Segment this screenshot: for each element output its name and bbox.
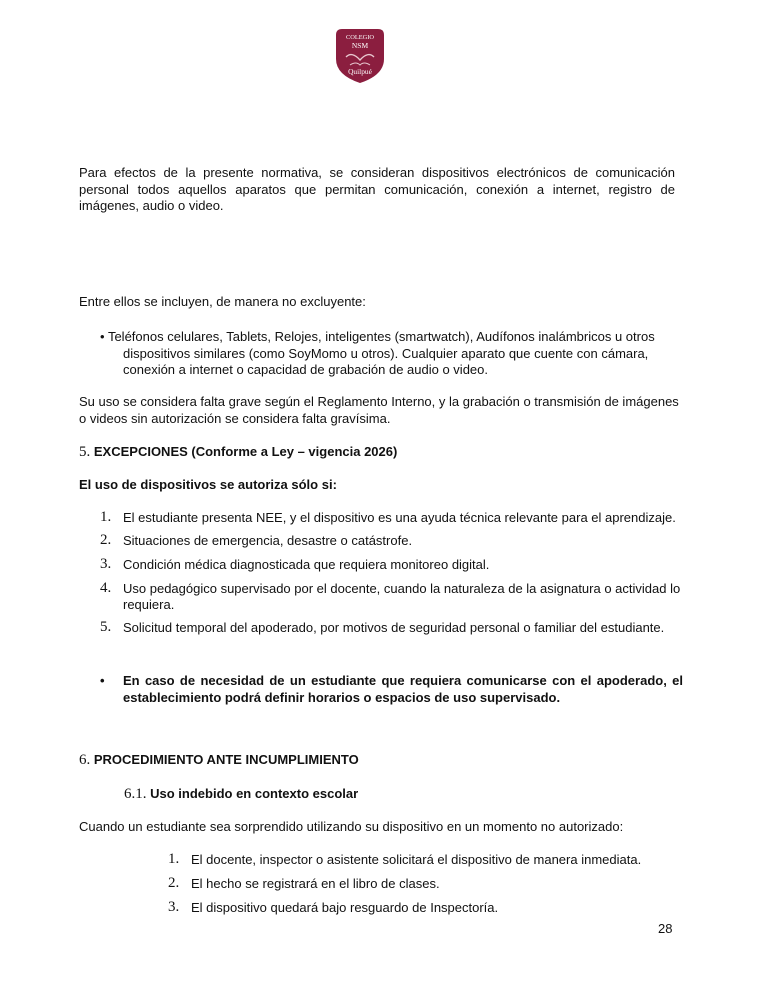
school-logo (332, 27, 388, 85)
list-text: El dispositivo quedará bajo resguardo de Inspectoría. (191, 900, 499, 915)
section5-title: EXCEPCIONES (Conforme a Ley – vigencia 2026) (93, 444, 398, 459)
list-number: 4. (100, 580, 112, 596)
supervised-use-text: En caso de necesidad de un estudiante que requiera comunicarse con el apoderado, el establecimiento podrá definir horarios o espacios de uso supervisado. (123, 673, 683, 705)
list-text: Solicitud temporal del apoderado, por motivos de seguridad personal o familiar del estudiante. (123, 620, 665, 635)
list-text: El estudiante presenta NEE, y el dispositivo es una ayuda técnica relevante para el aprendizaje. (123, 510, 676, 525)
list-item (100, 510, 700, 526)
list-number: 3. (100, 556, 112, 572)
list-number: 1. (100, 509, 112, 525)
section5-heading (79, 444, 397, 461)
page-number: 28 (658, 921, 673, 936)
includes-intro: Entre ellos se incluyen, de manera no excluyente: (79, 294, 366, 309)
list-text: El docente, inspector o asistente solicitará el dispositivo de manera inmediata. (191, 852, 642, 867)
section6-title: PROCEDIMIENTO ANTE INCUMPLIMIENTO (93, 752, 359, 767)
section6-1-heading (124, 786, 358, 803)
section5-number: 5. (79, 444, 91, 460)
section6-1-number: 6.1. (124, 786, 147, 802)
logo-line2: NSM (351, 41, 369, 50)
list-number: 1. (168, 851, 180, 867)
section6-1-title: Uso indebido en contexto escolar (150, 786, 359, 801)
list-item (100, 533, 700, 549)
list-item (168, 876, 668, 892)
list-number: 5. (100, 619, 112, 635)
logo-line1: COLEGIO (345, 34, 375, 41)
bullet-symbol: • (100, 329, 105, 344)
includes-bullet-item (100, 329, 675, 379)
list-item (100, 620, 700, 636)
section6-number: 6. (79, 752, 91, 768)
list-number: 2. (100, 532, 112, 548)
list-text: Uso pedagógico supervisado por el docente, cuando la naturaleza de la asignatura o actividad lo requiera. (123, 581, 681, 612)
list-number: 2. (168, 875, 180, 891)
list-item (168, 900, 668, 916)
section5-subheading: El uso de dispositivos se autoriza sólo si: (79, 477, 337, 492)
bullet-symbol: • (100, 673, 105, 688)
list-text: Situaciones de emergencia, desastre o catástrofe. (123, 533, 413, 548)
grave-paragraph: Su uso se considera falta grave según el Reglamento Interno, y la grabación o transmisión de imágenes o videos sin autorización se considera falta gravísima. (79, 394, 679, 426)
list-item (100, 557, 700, 573)
intro-paragraph: Para efectos de la presente normativa, se consideran dispositivos electrónicos de comunicación personal todos aquellos aparatos que permitan comunicación, conexión a internet, registro de imágenes, audio o video. (79, 165, 675, 213)
list-text: El hecho se registrará en el libro de clases. (191, 876, 440, 891)
list-text: Condición médica diagnosticada que requiera monitoreo digital. (123, 557, 490, 572)
includes-bullet-text: Teléfonos celulares, Tablets, Relojes, inteligentes (smartwatch), Audífonos inalámbricos u otros dispositivos similares (como SoyMomo u otros). Cualquier aparato que cuente con cámara, conexión a internet o capacidad de grabación de audio o video. (107, 329, 655, 377)
supervised-use-bullet (100, 672, 683, 706)
logo-line3: Quilpué (348, 67, 372, 76)
list-item (168, 852, 668, 868)
list-number: 3. (168, 899, 180, 915)
section6-heading (79, 752, 359, 769)
section6-intro: Cuando un estudiante sea sorprendido utilizando su dispositivo en un momento no autorizado: (79, 819, 624, 834)
list-item (100, 581, 690, 613)
